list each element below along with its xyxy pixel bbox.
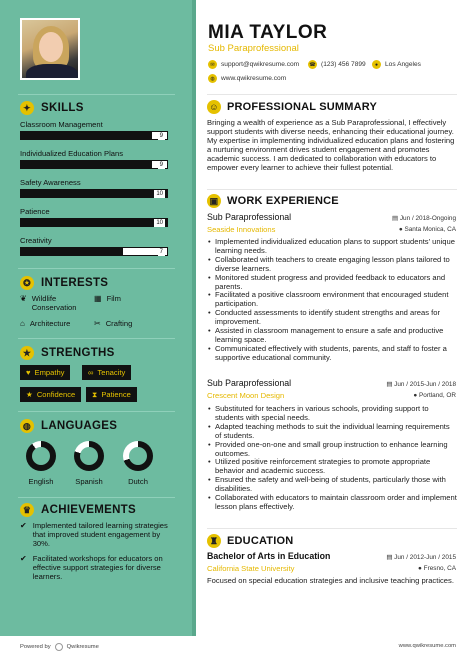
language-label: Spanish [75, 477, 103, 486]
check-icon: ✔ [20, 554, 27, 563]
interest-item [94, 294, 121, 303]
star-icon: ★ [26, 390, 33, 399]
footer-url[interactable]: www.qwikresume.com [398, 643, 456, 649]
leaf-icon: ❦ [20, 294, 27, 303]
interest-label: Crafting [105, 319, 133, 328]
strength-tag [82, 365, 131, 380]
skill-bar [20, 218, 168, 227]
contact-email: ✉ support@qwikresume.com [208, 60, 299, 69]
list-item: • Conducted assessments to identify student strengths and areas for improvement. [207, 309, 457, 327]
strengths-title: STRENGTHS [41, 347, 115, 359]
list-item: • Utilized positive reinforcement strategies to promote appropriate behavior and academic success. [207, 458, 457, 476]
education-location: ● Fresno, CA [418, 565, 456, 572]
experience-title: WORK EXPERIENCE [227, 195, 339, 207]
summary-heading [207, 100, 377, 114]
strength-label: Empathy [34, 368, 65, 377]
divider [18, 268, 175, 269]
list-item: • Communicated effectively with students, parents, and staff to foster a supportive educational community. [207, 345, 457, 363]
language-item [22, 441, 60, 486]
qwikresume-logo-icon [55, 643, 63, 651]
summary-text: Bringing a wealth of experience as a Sub Paraprofessional, I effectively support students with diverse needs, enhancing their educational journey. My expertise in implementing individualized education plans and fostering a nurturing environment drives student engagement and promotes academic success. I am dedicated to collaboration with educators to empower every learner to achieve their fullest potential. [207, 118, 455, 172]
skill-bar [20, 160, 168, 169]
strengths-heading [20, 346, 115, 360]
candidate-role: Sub Paraprofessional [208, 43, 299, 54]
list-item: • Provided one-on-one and small group instruction to enhance learning outcomes. [207, 441, 457, 459]
interest-label: Film [106, 294, 121, 303]
job-bullets [207, 405, 457, 512]
achievement-item [20, 521, 170, 548]
achievement-item [20, 554, 170, 581]
skill-item [20, 207, 168, 227]
star-badge-icon: ★ [20, 346, 34, 360]
profile-photo [20, 18, 80, 80]
skill-value: 10 [156, 220, 163, 226]
list-item: • Monitored student progress and provided feedback to educators and parents. [207, 274, 457, 292]
globe-icon: ◍ [208, 74, 217, 83]
language-item [119, 441, 157, 486]
divider [18, 338, 175, 339]
graduation-cap-icon: ♜ [207, 534, 221, 548]
strength-tag [86, 387, 137, 402]
divider [207, 189, 457, 190]
heart-icon: ♥ [26, 368, 31, 377]
skill-label: Creativity [20, 236, 52, 245]
language-donut [26, 441, 56, 471]
skill-bar [20, 189, 168, 198]
skill-value: 9 [159, 162, 163, 168]
strength-label: Tenacity [97, 368, 126, 377]
skill-label: Patience [20, 207, 50, 216]
language-donut [123, 441, 153, 471]
skills-title: SKILLS [41, 102, 84, 114]
skill-item [20, 236, 168, 256]
list-item: • Adapted teaching methods to suit the individual learning requirements of students. [207, 423, 457, 441]
building-icon: ⌂ [20, 319, 25, 328]
compass-icon: ✪ [20, 276, 34, 290]
briefcase-icon: ▣ [207, 194, 221, 208]
list-item: • Assisted in classroom management to ensure a safe and productive learning space. [207, 327, 457, 345]
interest-label: Wildlife Conservation [31, 294, 77, 312]
candidate-name: MIA TAYLOR [208, 22, 328, 43]
strength-tag [20, 387, 81, 402]
skill-label: Classroom Management [20, 120, 103, 129]
footer [0, 636, 474, 670]
interests-title: INTERESTS [41, 277, 109, 289]
list-item: • Substituted for teachers in various schools, providing support to students with special needs. [207, 405, 457, 423]
language-item [70, 441, 108, 486]
divider [18, 497, 175, 498]
skill-label: Safety Awareness [20, 178, 81, 187]
globe-icon: ◍ [20, 419, 34, 433]
check-icon: ✔ [20, 521, 27, 530]
list-item: • Implemented individualized education plans to support students' unique learning needs. [207, 238, 457, 256]
user-icon: ☺ [207, 100, 221, 114]
skill-bar [20, 131, 168, 140]
hourglass-icon: ⧗ [92, 389, 98, 399]
phone-icon: ☎ [309, 61, 316, 68]
interest-label: Architecture [29, 319, 71, 328]
contact-website: ◍ www.qwikresume.com [208, 74, 286, 83]
job-company: Seaside Innovations [207, 225, 276, 234]
list-item: • Ensured the safety and well-being of students, particularly those with disabilities. [207, 476, 457, 494]
job-company: Crescent Moon Design [207, 391, 285, 400]
languages-heading [20, 419, 117, 433]
footer-brand-link[interactable]: Qwikresume [66, 644, 99, 650]
education-heading [207, 534, 293, 548]
skills-heading [20, 101, 84, 115]
skill-value: 7 [159, 249, 163, 255]
job-title: Sub Paraprofessional [207, 212, 292, 222]
sidebar-edge [192, 0, 196, 636]
interest-item [20, 319, 70, 328]
divider [207, 94, 457, 95]
education-title: EDUCATION [227, 535, 294, 547]
education-text: Focused on special education strategies and inclusive teaching practices. [207, 576, 454, 585]
job-location: ● Santa Monica, CA [398, 226, 456, 233]
job-title: Sub Paraprofessional [207, 378, 292, 388]
skill-item [20, 149, 168, 169]
achievements-title: ACHIEVEMENTS [41, 504, 136, 516]
lightbulb-icon: ✦ [20, 101, 34, 115]
film-icon: ▦ [94, 294, 102, 303]
interest-item [20, 294, 90, 312]
trophy-icon: ♛ [20, 503, 34, 517]
skill-value: 10 [156, 191, 163, 197]
language-donut [74, 441, 104, 471]
language-label: Dutch [128, 477, 148, 486]
strength-label: Patience [101, 390, 131, 399]
list-item: • Collaborated with teachers to create engaging lesson plans tailored to diverse learners. [207, 256, 457, 274]
languages-title: LANGUAGES [41, 420, 118, 432]
summary-title: PROFESSIONAL SUMMARY [227, 101, 378, 113]
education-dates: ▤ Jun / 2012-Jun / 2015 [386, 554, 456, 561]
job-dates: ▤ Jun / 2015-Jun / 2018 [386, 381, 456, 388]
interests-heading [20, 276, 108, 290]
skill-label: Individualized Education Plans [20, 149, 124, 158]
language-label: English [28, 477, 54, 486]
achievement-text: Facilitated workshops for educators on effective support strategies for diverse learners. [32, 554, 163, 581]
list-item: • Facilitated a positive classroom environment that encouraged student participation. [207, 291, 457, 309]
job-bullets [207, 238, 457, 363]
skill-item [20, 178, 168, 198]
skill-item [20, 120, 168, 140]
strength-tag [20, 365, 70, 380]
degree-title: Bachelor of Arts in Education [207, 551, 331, 561]
job-dates: ▤ Jun / 2018-Ongoing [392, 215, 456, 222]
job-location: ● Portland, OR [413, 392, 456, 399]
divider [18, 94, 175, 95]
footer-powered-by: Powered by Qwikresume [20, 644, 99, 650]
link-icon: ∞ [88, 368, 94, 377]
skill-bar [20, 247, 168, 256]
divider [18, 411, 175, 412]
scissors-icon: ✂ [94, 319, 101, 328]
email-icon: ✉ [208, 60, 217, 69]
school-name: California State University [207, 564, 295, 573]
contact-phone: ☎ (123) 456 7899 [309, 61, 366, 68]
divider [207, 528, 457, 529]
strength-label: Confidence [36, 390, 76, 399]
contact-location: ● Los Angeles [372, 60, 421, 69]
skill-value: 9 [159, 133, 163, 139]
location-pin-icon: ● [372, 60, 381, 69]
interest-item [94, 319, 132, 328]
experience-heading [207, 194, 339, 208]
list-item: • Collaborated with educators to maintain classroom order and implement lesson plans effectively. [207, 494, 457, 512]
achievements-heading [20, 503, 136, 517]
achievement-text: Implemented tailored learning strategies that improved student engagement by 30%. [32, 521, 168, 548]
